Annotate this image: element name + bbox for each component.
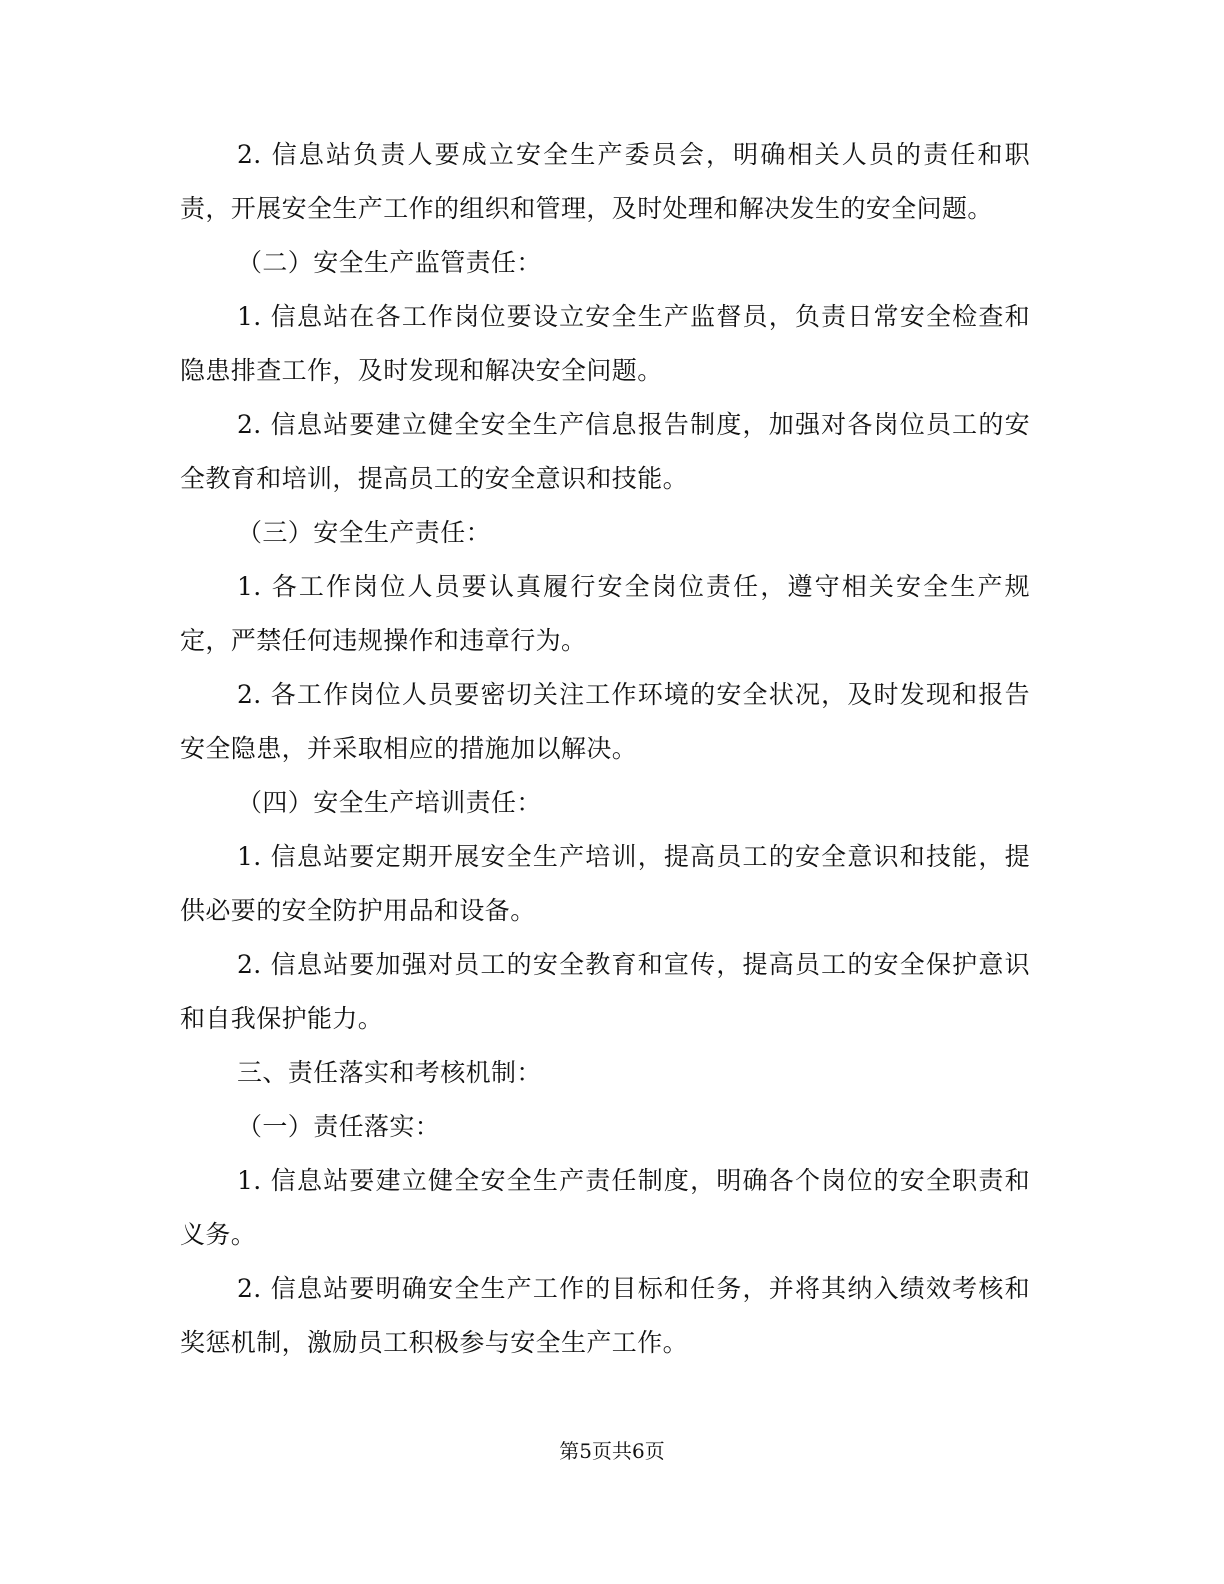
paragraph: 2. 信息站要建立健全安全生产信息报告制度，加强对各岗位员工的安全教育和培训，提高员工的安全意识和技能。 (180, 410, 1030, 493)
paragraph: 2. 信息站要加强对员工的安全教育和宣传，提高员工的安全保护意识和自我保护能力。 (180, 950, 1030, 1033)
section-heading: （三）安全生产责任： (237, 518, 492, 547)
paragraph: 1. 信息站要定期开展安全生产培训，提高员工的安全意识和技能，提供必要的安全防护用品和设备。 (180, 842, 1030, 925)
document-body (180, 128, 1030, 1370)
section-heading: （四）安全生产培训责任： (237, 788, 542, 817)
paragraph: 2. 信息站要明确安全生产工作的目标和任务，并将其纳入绩效考核和奖惩机制，激励员工积极参与安全生产工作。 (180, 1274, 1030, 1357)
paragraph: 1. 各工作岗位人员要认真履行安全岗位责任，遵守相关安全生产规定，严禁任何违规操作和违章行为。 (180, 572, 1030, 655)
chapter-heading: 三、责任落实和考核机制： (237, 1058, 542, 1087)
section-heading: （二）安全生产监管责任： (237, 248, 542, 277)
page-number-footer: 第5页共6页 (559, 1439, 665, 1463)
section-heading: （一）责任落实： (237, 1112, 441, 1141)
paragraph: 2. 各工作岗位人员要密切关注工作环境的安全状况，及时发现和报告安全隐患，并采取相应的措施加以解决。 (180, 680, 1030, 763)
paragraph: 1. 信息站在各工作岗位要设立安全生产监督员，负责日常安全检查和隐患排查工作，及时发现和解决安全问题。 (180, 302, 1030, 385)
paragraph: 1. 信息站要建立健全安全生产责任制度，明确各个岗位的安全职责和义务。 (180, 1166, 1030, 1249)
paragraph: 2. 信息站负责人要成立安全生产委员会，明确相关人员的责任和职责，开展安全生产工作的组织和管理，及时处理和解决发生的安全问题。 (180, 140, 1030, 223)
